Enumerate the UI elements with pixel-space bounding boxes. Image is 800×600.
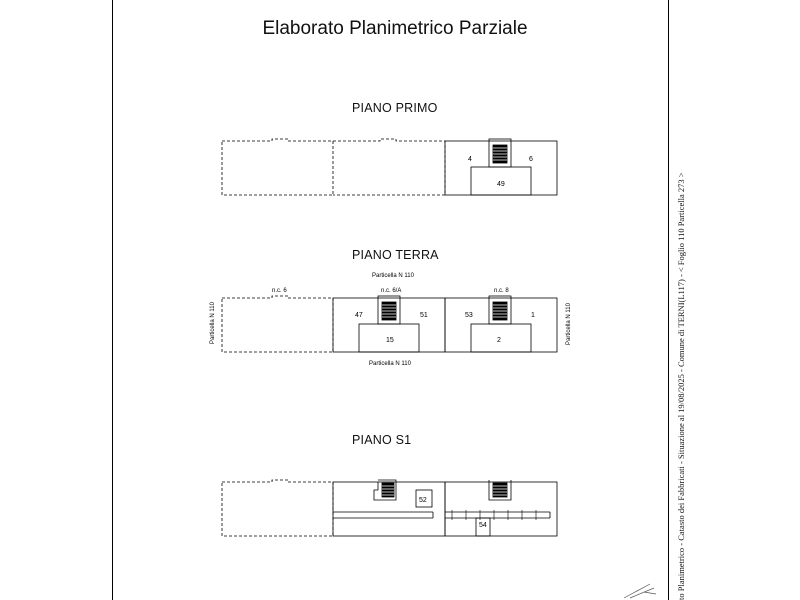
floor-label-primo: PIANO PRIMO [352, 101, 438, 115]
side-cadastral-reference: to Planimetrico - Catasto dei Fabbricati - Situazione al 19/08/2025 - Comune di TERNI(L117) - < Foglio 110 Particella 273 > [676, 172, 686, 600]
s1-corridor-right [445, 512, 550, 518]
s1-adjacent-outline-left [222, 480, 333, 536]
unit-label: 54 [479, 522, 487, 529]
unit-label: 4 [468, 156, 472, 163]
nc-marker-label: n.c. 6 [272, 288, 287, 294]
boundary-label-bottom: Particella N 110 [369, 361, 411, 367]
nc-marker-label: n.c. 8 [494, 288, 509, 294]
corner-signature-mark [620, 580, 660, 600]
unit-label: 15 [386, 337, 394, 344]
unit-label: 6 [529, 156, 533, 163]
unit-label: 52 [419, 497, 427, 504]
document-title: Elaborato Planimetrico Parziale [262, 18, 528, 39]
s1-corridor-middle [333, 512, 433, 518]
unit-label: 49 [497, 181, 505, 188]
unit-label: 47 [355, 312, 363, 319]
s1-corridor-ticks [452, 510, 536, 520]
floor-label-terra: PIANO TERRA [352, 248, 439, 262]
boundary-label-top: Particella N 110 [372, 273, 414, 279]
boundary-label-right: Particella N 110 [566, 303, 572, 345]
boundary-label-left: Particella N 110 [210, 302, 216, 344]
unit-label: 53 [465, 312, 473, 319]
floor-label-s1: PIANO S1 [352, 433, 412, 447]
unit-label: 2 [497, 337, 501, 344]
unit-label: 51 [420, 312, 428, 319]
unit-label: 1 [531, 312, 535, 319]
nc-marker-label: n.c. 6/A [381, 288, 402, 294]
